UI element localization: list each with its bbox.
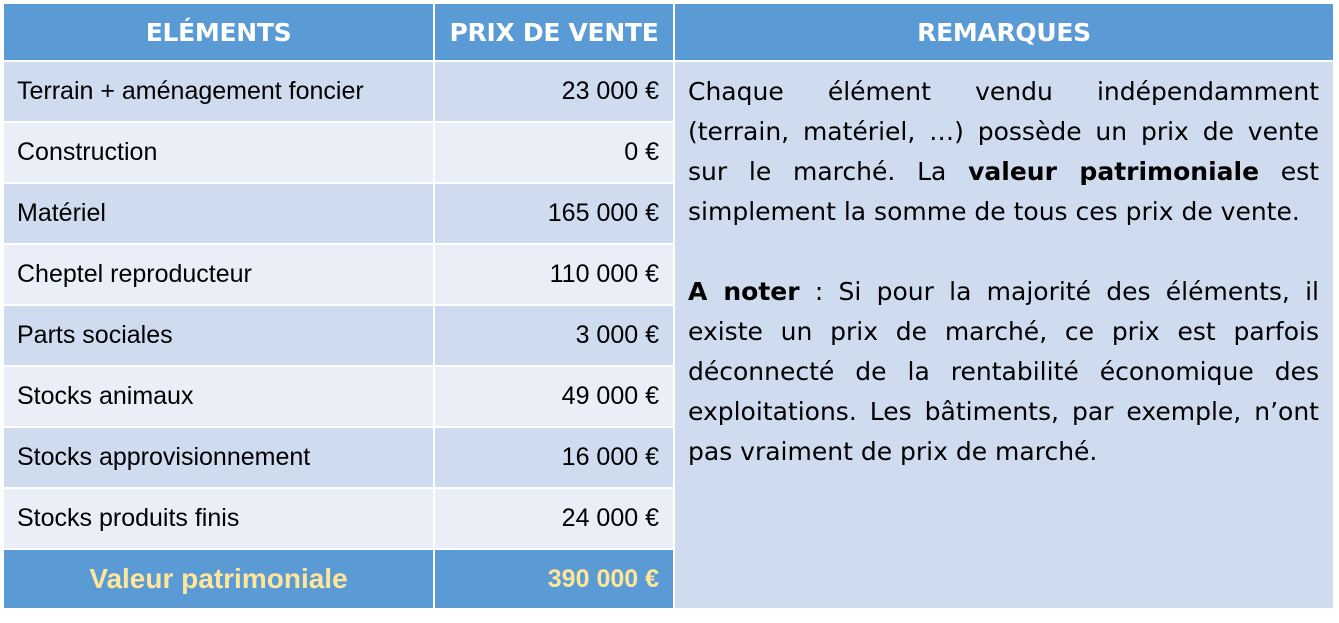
row-value: 0 € — [434, 122, 674, 183]
remarks-p2-bold: A noter — [688, 277, 800, 306]
row-label: Stocks produits finis — [3, 488, 434, 549]
row-value: 23 000 € — [434, 61, 674, 122]
remarks-p1-text-start: Chaque élément vendu indépendamment (terrain, matériel, …) possède un prix de vente sur le marché. La — [688, 77, 1319, 186]
row-label: Stocks approvisionnement — [3, 427, 434, 488]
row-label: Stocks animaux — [3, 366, 434, 427]
header-elements: ELÉMENTS — [3, 3, 434, 61]
row-label: Terrain + aménagement foncier — [3, 61, 434, 122]
header-price: PRIX DE VENTE — [434, 3, 674, 61]
row-value: 165 000 € — [434, 183, 674, 244]
row-value: 110 000 € — [434, 244, 674, 305]
remarks-paragraph-1 — [688, 72, 1319, 232]
remarks-p2-text: : Si pour la majorité des éléments, il existe un prix de marché, ce prix est parfois déconnecté de la rentabilité économique des exploitations. Les bâtiments, par exemple, n’ont pas vraiment de prix de marché. — [688, 277, 1319, 466]
row-value: 24 000 € — [434, 488, 674, 549]
row-label: Parts sociales — [3, 305, 434, 366]
row-value: 49 000 € — [434, 366, 674, 427]
header-remarks: REMARQUES — [674, 3, 1334, 61]
remarks-p1-bold: valeur patrimoniale — [968, 157, 1260, 186]
total-label: Valeur patrimoniale — [3, 549, 434, 609]
remarks-paragraph-2 — [688, 272, 1319, 472]
remarks-cell — [674, 61, 1334, 609]
row-value: 16 000 € — [434, 427, 674, 488]
row-value: 3 000 € — [434, 305, 674, 366]
valuation-table — [3, 3, 1334, 615]
row-label: Matériel — [3, 183, 434, 244]
total-value: 390 000 € — [434, 549, 674, 609]
row-label: Cheptel reproducteur — [3, 244, 434, 305]
remarks-p1-text-end: est simplement la somme de tous ces prix de vente. — [688, 157, 1319, 226]
row-label: Construction — [3, 122, 434, 183]
